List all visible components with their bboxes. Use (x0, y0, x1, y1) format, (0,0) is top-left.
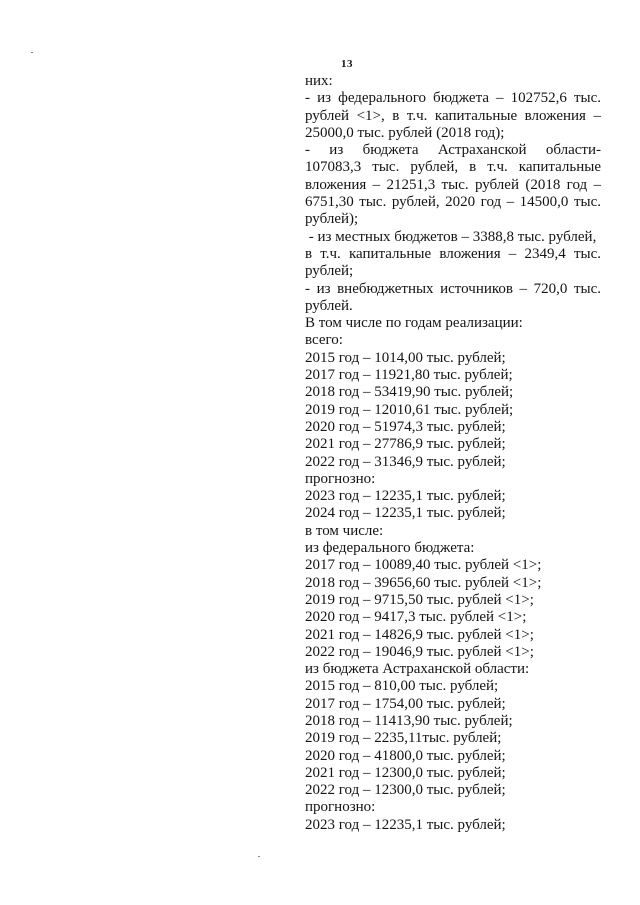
text-line: - из внебюджетных источников – 720,0 тыс. (305, 280, 601, 297)
text-line: 6751,30 тыс. рублей, 2020 год – 14500,0 тыс. (305, 194, 601, 211)
text-line: 2019 год – 2235,11тыс. рублей; (305, 730, 502, 747)
text-line: 2017 год – 10089,40 тыс. рублей <1>; (305, 557, 542, 574)
text-line: 2019 год – 9715,50 тыс. рублей <1>; (305, 591, 534, 608)
text-line: 2022 год – 31346,9 тыс. рублей; (305, 453, 506, 470)
text-line: 2017 год – 11921,80 тыс. рублей; (305, 367, 513, 384)
text-line: - из бюджета Астраханской области- (305, 142, 601, 159)
text-line: 2019 год – 12010,61 тыс. рублей; (305, 401, 514, 418)
text-line: 2015 год – 810,00 тыс. рублей; (305, 678, 499, 695)
text-line: 2018 год – 39656,60 тыс. рублей <1>; (305, 574, 542, 591)
text-line: в том числе: (305, 522, 384, 539)
scan-speck (31, 52, 33, 53)
text-line: 25000,0 тыс. рублей (2018 год); (305, 124, 505, 141)
document-body (305, 73, 601, 834)
text-line: В том числе по годам реализации: (305, 315, 523, 332)
text-line: - из федерального бюджета – 102752,6 тыс. (305, 90, 601, 107)
text-line: рублей <1>, в т.ч. капитальные вложения – (305, 107, 601, 124)
text-line: 2021 год – 14826,9 тыс. рублей <1>; (305, 626, 534, 643)
text-line: 2024 год – 12235,1 тыс. рублей; (305, 505, 506, 522)
text-line: прогнозно: (305, 470, 376, 487)
text-line: всего: (305, 332, 343, 349)
text-line: 2022 год – 19046,9 тыс. рублей <1>; (305, 643, 534, 660)
text-line: прогнозно: (305, 799, 376, 816)
text-line: 2023 год – 12235,1 тыс. рублей; (305, 816, 506, 833)
page-number: 13 (341, 58, 353, 70)
text-line: них: (305, 73, 333, 89)
text-line: из бюджета Астраханской области: (305, 661, 530, 678)
text-line: 2015 год – 1014,00 тыс. рублей; (305, 349, 506, 366)
text-line: рублей; (305, 263, 354, 280)
text-line: в т.ч. капитальные вложения – 2349,4 тыс. (305, 245, 601, 262)
text-line: 107083,3 тыс. рублей, в т.ч. капитальные (305, 159, 601, 176)
text-line: из федерального бюджета: (305, 540, 475, 557)
text-line: 2018 год – 11413,90 тыс. рублей; (305, 712, 513, 729)
text-line: 2018 год – 53419,90 тыс. рублей; (305, 384, 514, 401)
text-line: 2022 год – 12300,0 тыс. рублей; (305, 782, 506, 799)
text-line: 2021 год – 12300,0 тыс. рублей; (305, 764, 506, 781)
text-line: 2017 год – 1754,00 тыс. рублей; (305, 695, 506, 712)
text-line: рублей. (305, 297, 353, 314)
scan-speck (258, 856, 260, 857)
text-line: 2020 год – 51974,3 тыс. рублей; (305, 418, 506, 435)
text-line: вложения – 21251,3 тыс. рублей (2018 год – (305, 176, 601, 193)
text-line: рублей); (305, 211, 359, 228)
text-line: 2021 год – 27786,9 тыс. рублей; (305, 436, 506, 453)
text-line: 2020 год – 41800,0 тыс. рублей; (305, 747, 506, 764)
text-line: - из местных бюджетов – 3388,8 тыс. рублей, (305, 228, 597, 245)
text-line: 2023 год – 12235,1 тыс. рублей; (305, 488, 506, 505)
text-line: 2020 год – 9417,3 тыс. рублей <1>; (305, 609, 527, 626)
